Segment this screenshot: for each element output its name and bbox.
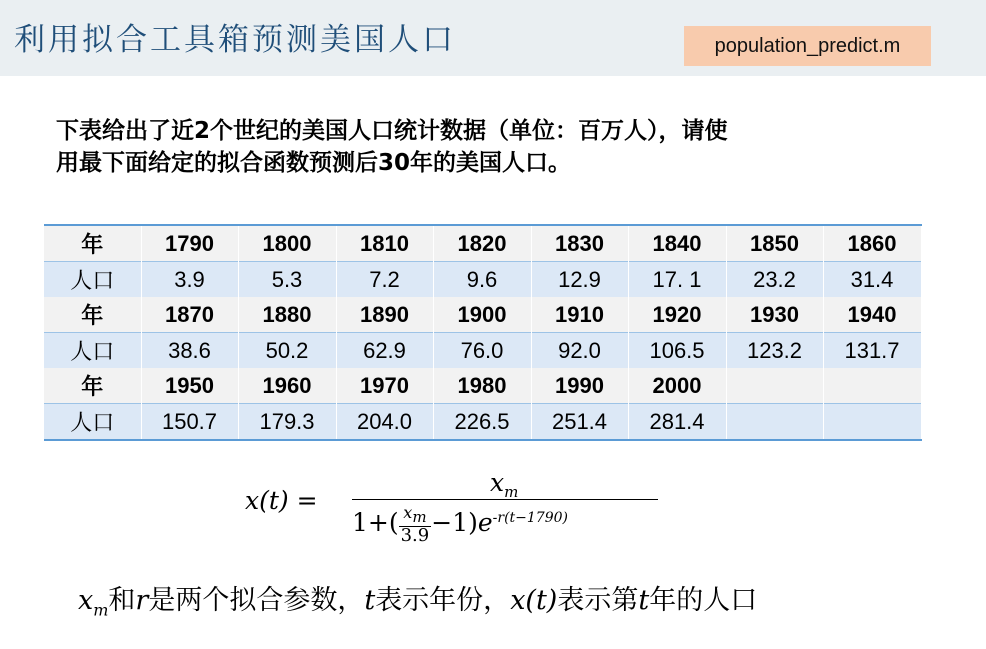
population-cell: 226.5 <box>433 404 531 441</box>
population-cell: 38.6 <box>141 333 238 369</box>
formula-numerator: $x_m$ <box>490 468 519 501</box>
year-cell: 1920 <box>628 297 726 333</box>
population-row <box>44 262 921 298</box>
year-cell: 1980 <box>433 368 531 404</box>
formula-denominator: 1+( $\frac{x_m}{3.9}$ $-1)e^{-r(t-1790)}$ <box>352 503 568 547</box>
year-cell: 1960 <box>238 368 336 404</box>
year-cell: 1880 <box>238 297 336 333</box>
population-cell: 50.2 <box>238 333 336 369</box>
population-cell: 76.0 <box>433 333 531 369</box>
population-cell: 106.5 <box>628 333 726 369</box>
year-cell <box>823 368 921 404</box>
population-header-cell: 人口 <box>44 404 141 441</box>
population-cell <box>726 404 823 441</box>
population-row <box>44 333 921 369</box>
population-cell: 131.7 <box>823 333 921 369</box>
slide-header <box>0 0 986 76</box>
population-cell <box>823 404 921 441</box>
year-cell: 1950 <box>141 368 238 404</box>
slide-title: 利用拟合工具箱预测美国人口 <box>14 22 456 58</box>
population-cell: 62.9 <box>336 333 433 369</box>
year-row <box>44 368 921 404</box>
year-cell: 1870 <box>141 297 238 333</box>
year-cell: 2000 <box>628 368 726 404</box>
population-cell: 12.9 <box>531 262 628 298</box>
fraction-bar <box>352 499 658 500</box>
intro-paragraph <box>56 115 936 179</box>
year-cell: 1800 <box>238 225 336 262</box>
intro-line-2: 用最下面给定的拟合函数预测后30年的美国人口。 <box>56 150 572 176</box>
population-cell: 7.2 <box>336 262 433 298</box>
population-header-cell: 人口 <box>44 333 141 369</box>
year-cell: 1900 <box>433 297 531 333</box>
year-cell: 1860 <box>823 225 921 262</box>
year-row <box>44 225 921 262</box>
population-cell: 251.4 <box>531 404 628 441</box>
population-cell: 17. 1 <box>628 262 726 298</box>
year-cell: 1930 <box>726 297 823 333</box>
population-cell: 123.2 <box>726 333 823 369</box>
year-header-cell: 年 <box>44 297 141 333</box>
population-cell: 9.6 <box>433 262 531 298</box>
year-row <box>44 297 921 333</box>
population-cell: 3.9 <box>141 262 238 298</box>
year-header-cell: 年 <box>44 368 141 404</box>
inner-fraction: $\frac{x_m}{3.9}$ <box>400 503 430 547</box>
population-cell: 23.2 <box>726 262 823 298</box>
year-cell: 1940 <box>823 297 921 333</box>
population-cell: 92.0 <box>531 333 628 369</box>
formula-lhs: x(t) = <box>245 486 318 515</box>
year-cell: 1970 <box>336 368 433 404</box>
population-row <box>44 404 921 441</box>
year-cell: 1820 <box>433 225 531 262</box>
year-cell: 1840 <box>628 225 726 262</box>
parameter-note: $x_m$和r是两个拟合参数，t表示年份，x(t)表示第t年的人口 <box>78 585 758 620</box>
population-header-cell: 人口 <box>44 262 141 298</box>
year-cell: 1790 <box>141 225 238 262</box>
year-cell: 1830 <box>531 225 628 262</box>
year-cell: 1850 <box>726 225 823 262</box>
filename-label: population_predict.m <box>684 26 931 66</box>
intro-line-1: 下表给出了近2个世纪的美国人口统计数据（单位：百万人），请使 <box>56 118 728 144</box>
year-cell: 1890 <box>336 297 433 333</box>
population-cell: 281.4 <box>628 404 726 441</box>
population-cell: 179.3 <box>238 404 336 441</box>
year-cell: 1990 <box>531 368 628 404</box>
logistic-formula <box>245 468 675 568</box>
year-cell <box>726 368 823 404</box>
year-cell: 1810 <box>336 225 433 262</box>
population-cell: 5.3 <box>238 262 336 298</box>
population-cell: 31.4 <box>823 262 921 298</box>
population-table <box>44 224 922 441</box>
year-cell: 1910 <box>531 297 628 333</box>
population-cell: 204.0 <box>336 404 433 441</box>
population-cell: 150.7 <box>141 404 238 441</box>
year-header-cell: 年 <box>44 225 141 262</box>
